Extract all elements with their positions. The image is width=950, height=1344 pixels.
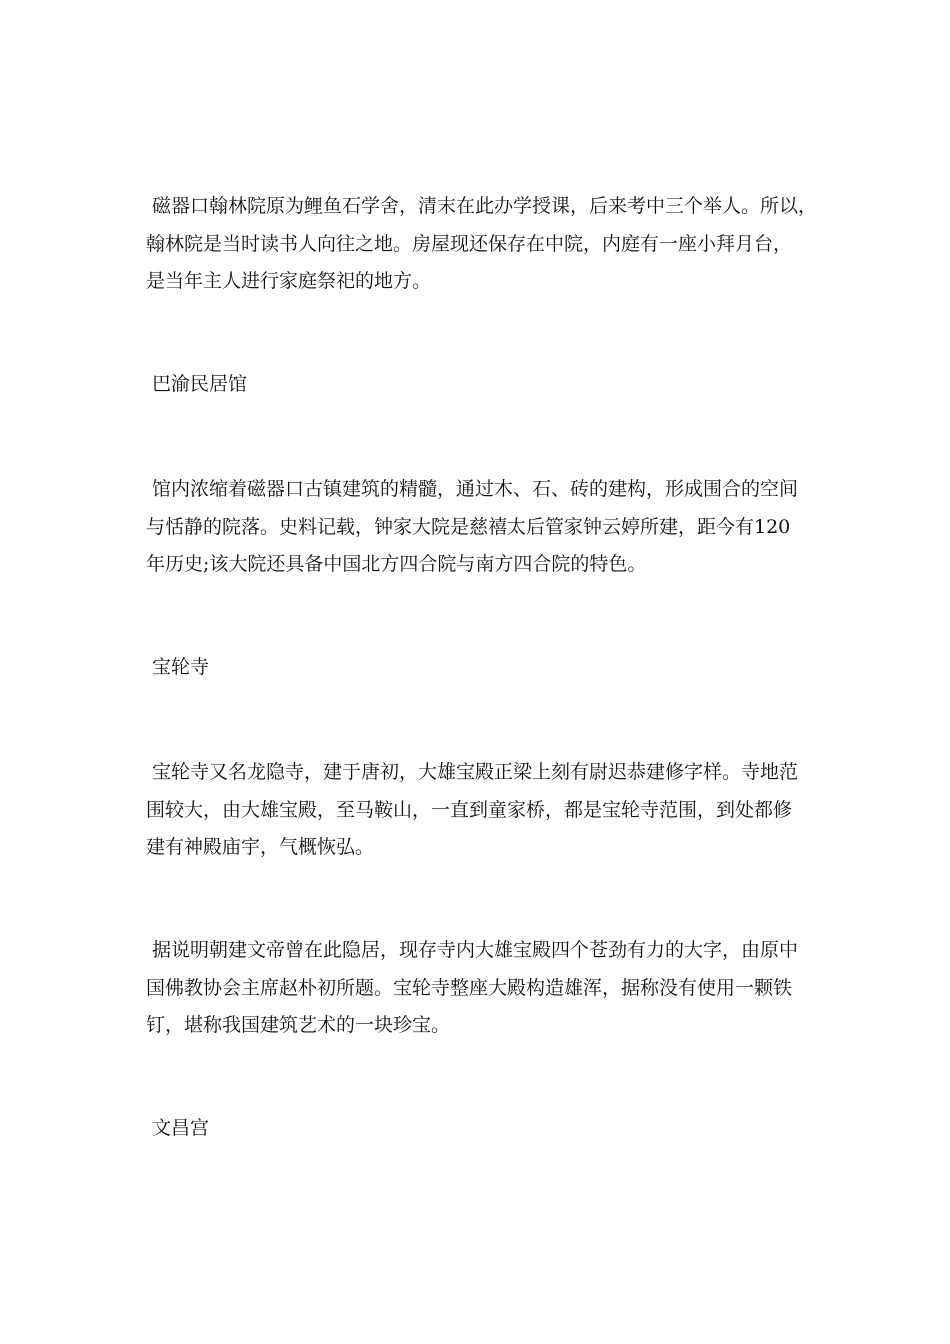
paragraph-1-line-2: 翰林院是当时读书人向往之地。房屋现还保存在中院，内庭有一座小拜月台，: [146, 233, 793, 255]
paragraph-3-line-2: 围较大，由大雄宝殿，至马鞍山，一直到童家桥，都是宝轮寺范围，到处都修: [146, 799, 793, 821]
paragraph-1-line-1: 磁器口翰林院原为鲤鱼石学舍，清末在此办学授课，后来考中三个举人。所以，: [152, 195, 818, 217]
paragraph-2-line-2: 与恬静的院落。史料记载，钟家大院是慈禧太后管家钟云婷所建，距今有120: [146, 516, 791, 538]
paragraph-2-line-1: 馆内浓缩着磁器口古镇建筑的精髓，通过木、石、砖的建构，形成围合的空间: [152, 478, 799, 500]
paragraph-2-line-3: 年历史;该大院还具备中国北方四合院与南方四合院的特色。: [146, 553, 647, 575]
paragraph-4-line-3: 钉，堪称我国建筑艺术的一块珍宝。: [146, 1014, 451, 1036]
paragraph-4-line-1: 据说明朝建文帝曾在此隐居，现存寺内大雄宝殿四个苍劲有力的大字，由原中: [152, 939, 799, 961]
section-heading-bayu-folk-house: 巴渝民居馆: [152, 373, 248, 395]
section-heading-baolun-temple: 宝轮寺: [152, 656, 210, 678]
section-heading-wenchang-palace: 文昌宫: [152, 1117, 210, 1139]
paragraph-3-line-3: 建有神殿庙宇，气概恢弘。: [146, 836, 375, 858]
paragraph-3-line-1: 宝轮寺又名龙隐寺，建于唐初，大雄宝殿正梁上刻有尉迟恭建修字样。寺地范: [152, 761, 799, 783]
paragraph-4-line-2: 国佛教协会主席赵朴初所题。宝轮寺整座大殿构造雄浑，据称没有使用一颗铁: [146, 977, 793, 999]
paragraph-1-line-3: 是当年主人进行家庭祭祀的地方。: [146, 270, 432, 292]
